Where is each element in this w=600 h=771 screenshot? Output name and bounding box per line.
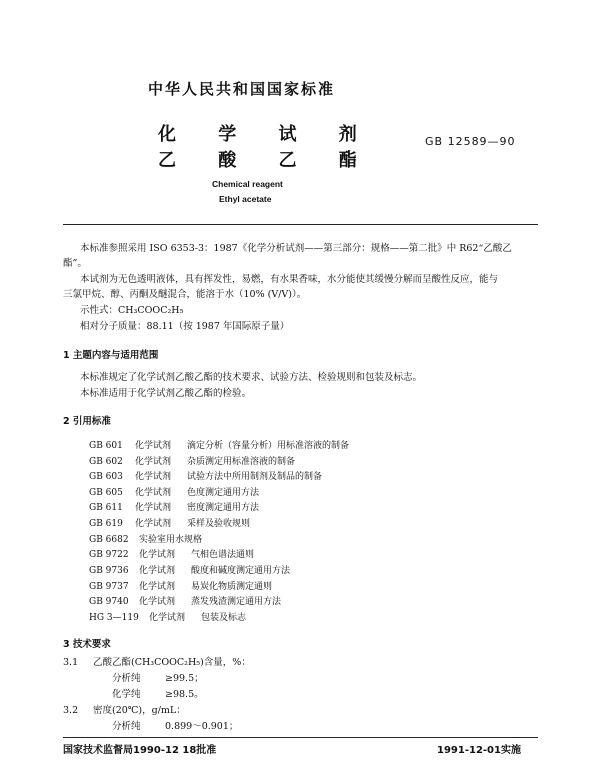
ref-group: 化学试剂: [139, 582, 176, 592]
ref-code: GB 605: [89, 488, 123, 498]
footer-issuer: 国家技术监督局1990-12 18批准: [63, 745, 217, 756]
ref-title: 滴定分析（容量分析）用标准溶液的制备: [187, 441, 350, 451]
ref-code: GB 9736: [89, 566, 129, 576]
intro-p2-line1: 本试剂为无色透明液体，具有挥发性，易燃，有水果香味，水分能使其缓慢分解而呈酸性反应，能与: [80, 274, 499, 285]
ref-code: GB 9740: [89, 597, 129, 607]
footer-divider: [63, 737, 538, 738]
molar-mass: 相对分子质量：88.11（按 1987 年国际原子量）: [80, 321, 290, 332]
grade-ar-label: 分析纯: [112, 673, 141, 684]
ref-row: [89, 594, 281, 607]
ref-row: [89, 516, 250, 529]
intro-p1-line2: 酯”。: [63, 258, 87, 269]
grade-cp-value: ≥98.5。: [165, 689, 204, 700]
item-3-2-label: 3.2: [63, 705, 79, 716]
formula: 示性式：CH₃COOC₂H₅: [80, 305, 184, 316]
ref-group: 化学试剂: [135, 472, 172, 482]
ref-title: 易炭化物质测定通则: [191, 582, 273, 592]
ref-group: 化学试剂: [139, 597, 176, 607]
ref-title: 试验方法中所用制剂及制品的制备: [187, 472, 323, 482]
grade-cp-label: 化学纯: [112, 689, 141, 700]
ref-row: [89, 485, 259, 498]
ref-title: 酸度和碱度测定通用方法: [191, 566, 291, 576]
ref-row: [89, 500, 259, 513]
density-value: 0.899～0.901；: [165, 721, 239, 732]
ref-row: [89, 547, 254, 560]
ref-code: GB 601: [89, 441, 123, 451]
ref-row: [89, 469, 322, 482]
ref-code: GB 9722: [89, 550, 129, 560]
section-1-line2: 本标准适用于化学试剂乙酸乙酯的检验。: [80, 388, 252, 399]
section-3-heading: 3 技术要求: [63, 639, 111, 650]
section-1-heading: 1 主题内容与适用范围: [63, 350, 159, 361]
ref-row: [89, 563, 290, 576]
ref-row: [89, 532, 202, 545]
ref-title: 杂质测定用标准溶液的制备: [187, 457, 296, 467]
ref-group: 化学试剂: [149, 613, 186, 623]
title-line-2: 乙 酸 乙 酯: [158, 150, 357, 171]
ref-row: [89, 438, 349, 451]
grade-ar-value: ≥99.5；: [165, 673, 204, 684]
ref-group: 化学试剂: [135, 457, 172, 467]
ref-group: 化学试剂: [139, 550, 176, 560]
ref-row: [89, 579, 272, 592]
ref-title: 气相色谱法通则: [191, 550, 255, 560]
standard-code: GB 12589—90: [425, 135, 516, 148]
english-title-2: Ethyl acetate: [219, 194, 272, 204]
header-divider: [63, 224, 538, 225]
ref-title: 蒸发残渣测定通用方法: [191, 597, 282, 607]
ref-code: GB 602: [89, 457, 123, 467]
ref-code: GB 619: [89, 519, 123, 529]
ref-row: [89, 454, 295, 467]
section-1-line1: 本标准规定了化学试剂乙酸乙酯的技术要求、试验方法、检验规则和包装及标志。: [80, 372, 423, 383]
org-title: 中华人民共和国国家标准: [148, 80, 336, 98]
item-3-1-text: 乙酸乙酯(CH₃COOC₂H₅)含量，%：: [93, 657, 251, 668]
ref-group: 化学试剂: [135, 441, 172, 451]
ref-group: 化学试剂: [135, 488, 172, 498]
ref-group: 化学试剂: [139, 566, 176, 576]
ref-title: 色度测定通用方法: [187, 488, 260, 498]
intro-p1-line1: 本标准参照采用 ISO 6353-3：1987《化学分析试剂——第三部分：规格——第二批》中 R62“乙酸乙: [80, 243, 512, 254]
density-grade-label: 分析纯: [112, 721, 141, 732]
ref-code: GB 611: [89, 503, 123, 513]
ref-title: 实验室用水规格: [139, 535, 203, 545]
ref-group: 化学试剂: [135, 519, 172, 529]
ref-title: 密度测定通用方法: [187, 503, 260, 513]
section-2-heading: 2 引用标准: [63, 416, 111, 427]
footer-effective-date: 1991-12-01实施: [437, 745, 521, 756]
ref-code: HG 3—119: [89, 613, 139, 623]
ref-group: 化学试剂: [135, 503, 172, 513]
title-line-1: 化 学 试 剂: [158, 124, 357, 145]
ref-code: GB 6682: [89, 535, 129, 545]
ref-title: 包装及标志: [201, 613, 247, 623]
ref-title: 采样及验收规则: [187, 519, 251, 529]
english-title-1: Chemical reagent: [212, 179, 283, 189]
item-3-2-text: 密度(20℃)，g/mL：: [93, 705, 186, 716]
ref-row: [89, 610, 246, 623]
intro-p2-line2: 三氯甲烷、醇、丙酮及醚混合，能溶于水（10% (V/V)）。: [63, 289, 307, 300]
item-3-1-label: 3.1: [63, 657, 79, 668]
ref-code: GB 603: [89, 472, 123, 482]
ref-code: GB 9737: [89, 582, 129, 592]
